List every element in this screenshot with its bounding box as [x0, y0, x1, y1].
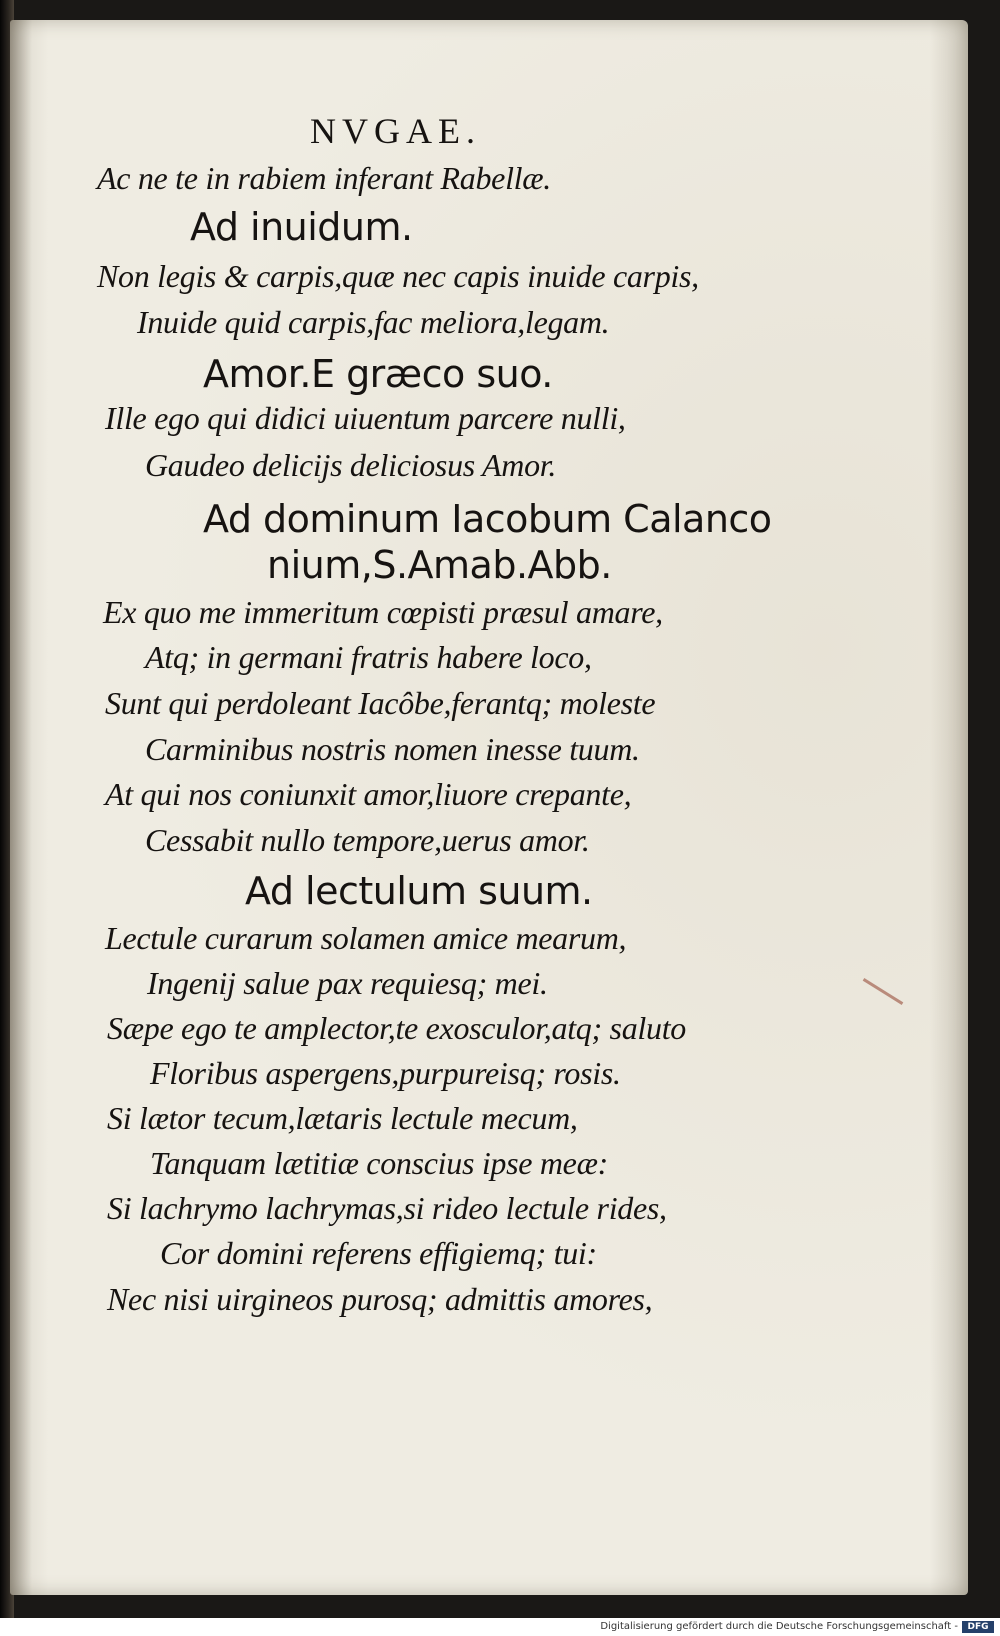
verse-line: Gaudeo delicijs deliciosus Amor. [145, 447, 557, 483]
verse-line: Carminibus nostris nomen inesse tuum. [145, 731, 640, 767]
verse-line: Cor domini referens effigiemq; tui: [160, 1235, 597, 1271]
verse-line: Lectule curarum solamen amice mearum, [105, 920, 627, 956]
verse-line: Sæpe ego te amplector,te exosculor,atq; saluto [107, 1010, 686, 1046]
verse-line: Ex quo me immeritum cœpisti præsul amare, [103, 594, 663, 630]
dfg-logo: DFG [962, 1621, 994, 1633]
gutter-shadow [10, 20, 32, 1595]
verse-line: Ille ego qui didici uiuentum parcere nulli, [105, 400, 626, 436]
poem-heading: nium,S.Amab.Abb. [267, 543, 612, 587]
verse-line: At qui nos coniunxit amor,liuore crepante, [105, 776, 632, 812]
verse-line: Si lachrymo lachrymas,si rideo lectule rides, [107, 1190, 667, 1226]
verse-line: Inuide quid carpis,fac meliora,legam. [137, 304, 610, 340]
verse-line: Si lætor tecum,lætaris lectule mecum, [107, 1100, 578, 1136]
verse-line: Non legis & carpis,quæ nec capis inuide carpis, [97, 258, 699, 294]
poem-heading: Ad lectulum suum. [245, 869, 593, 913]
footer-credit: Digitalisierung gefördert durch die Deutsche Forschungsgemeinschaft - [600, 1621, 958, 1632]
poem-heading: Ad dominum Iacobum Calanco [203, 497, 772, 541]
poem-heading: Amor.E græco suo. [203, 352, 553, 396]
verse-line: Nec nisi uirgineos purosq; admittis amores, [107, 1281, 653, 1317]
verse-line: Atq; in germani fratris habere loco, [145, 639, 592, 675]
poem-heading: Ad inuidum. [190, 205, 413, 249]
verse-line: Ingenij salue pax requiesq; mei. [147, 965, 548, 1001]
footer-bar [0, 1618, 1000, 1636]
verse-line: Ac ne te in rabiem inferant Rabellæ. [97, 160, 551, 196]
running-head: NVGAE. [310, 111, 481, 151]
verse-line: Floribus aspergens,purpureisq; rosis. [150, 1055, 621, 1091]
verse-line: Sunt qui perdoleant Iacôbe,ferantq; moleste [105, 685, 656, 721]
verse-line: Tanquam lætitiæ conscius ipse meæ: [150, 1145, 608, 1181]
verse-line: Cessabit nullo tempore,uerus amor. [145, 822, 590, 858]
